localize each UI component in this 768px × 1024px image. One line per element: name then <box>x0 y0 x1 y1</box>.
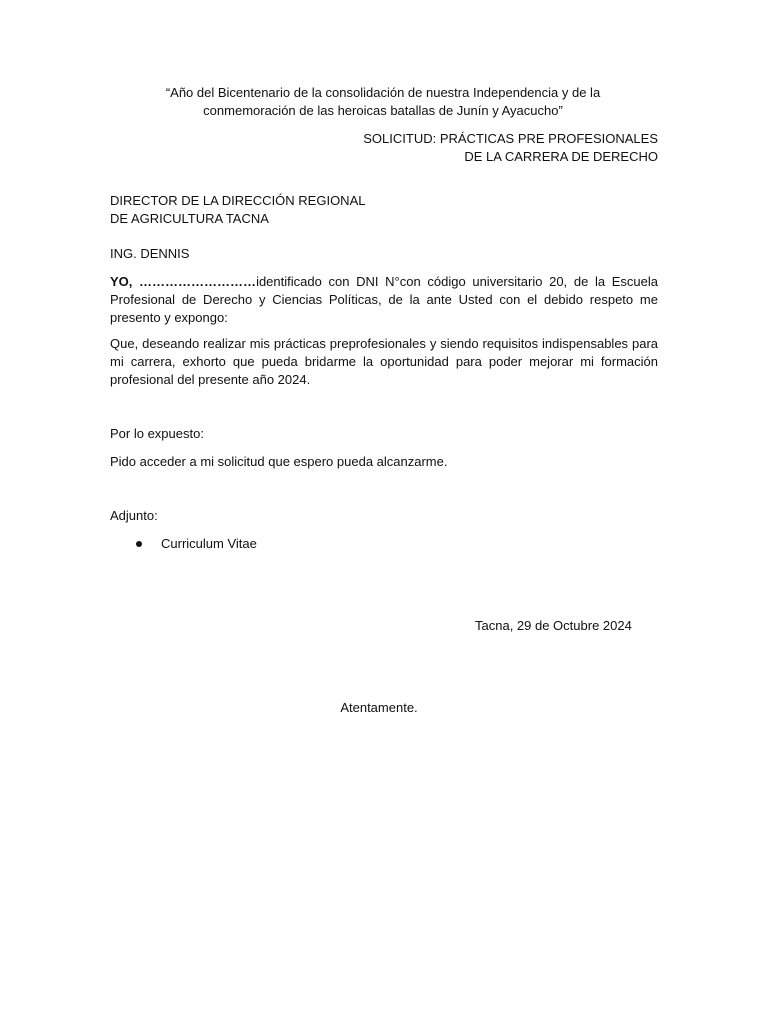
year-motto-header <box>110 84 656 120</box>
place-and-date: Tacna, 29 de Octubre 2024 <box>475 618 632 633</box>
attachments-label: Adjunto: <box>110 508 158 523</box>
addressee-line-1: DIRECTOR DE LA DIRECCIÓN REGIONAL <box>110 193 366 208</box>
salutation: ING. DENNIS <box>110 246 190 261</box>
year-motto-line-2: conmemoración de las heroicas batallas de Junín y Ayacucho” <box>203 103 563 118</box>
subject-line-2: DE LA CARRERA DE DERECHO <box>464 149 658 164</box>
year-motto-line-1: “Año del Bicentenario de la consolidación de nuestra Independencia y de la <box>165 85 601 100</box>
addressee-line-2: DE AGRICULTURA TACNA <box>110 211 269 226</box>
addressee-block <box>110 192 365 228</box>
closing-salutation: Atentamente. <box>340 700 418 715</box>
introduction-text: identificado con DNI N°con código universitario 20, de la Escuela Profesional de Derecho y Ciencias Políticas, de la ante Usted con el debido respeto me presento y expongo: <box>110 274 658 325</box>
list-item <box>134 536 257 551</box>
request-paragraph: Que, deseando realizar mis prácticas preprofesionales y siendo requisitos indispensables para mi carrera, exhorto que pueda bridarme la oportunidad para poder mejorar mi formación profesional del presente año 2024. <box>110 336 658 387</box>
por-lo-expuesto: Por lo expuesto: <box>110 426 204 441</box>
bullet-icon <box>136 541 142 547</box>
attachments-list <box>134 536 257 551</box>
request-statement: Pido acceder a mi solicitud que espero pueda alcanzarme. <box>110 454 448 469</box>
attachment-label: Curriculum Vitae <box>161 536 257 551</box>
applicant-name-blank: YO, ……………………… <box>110 274 257 289</box>
request-subject <box>363 130 658 166</box>
introduction-paragraph <box>110 273 658 327</box>
subject-line-1: SOLICITUD: PRÁCTICAS PRE PROFESIONALES <box>363 131 658 146</box>
